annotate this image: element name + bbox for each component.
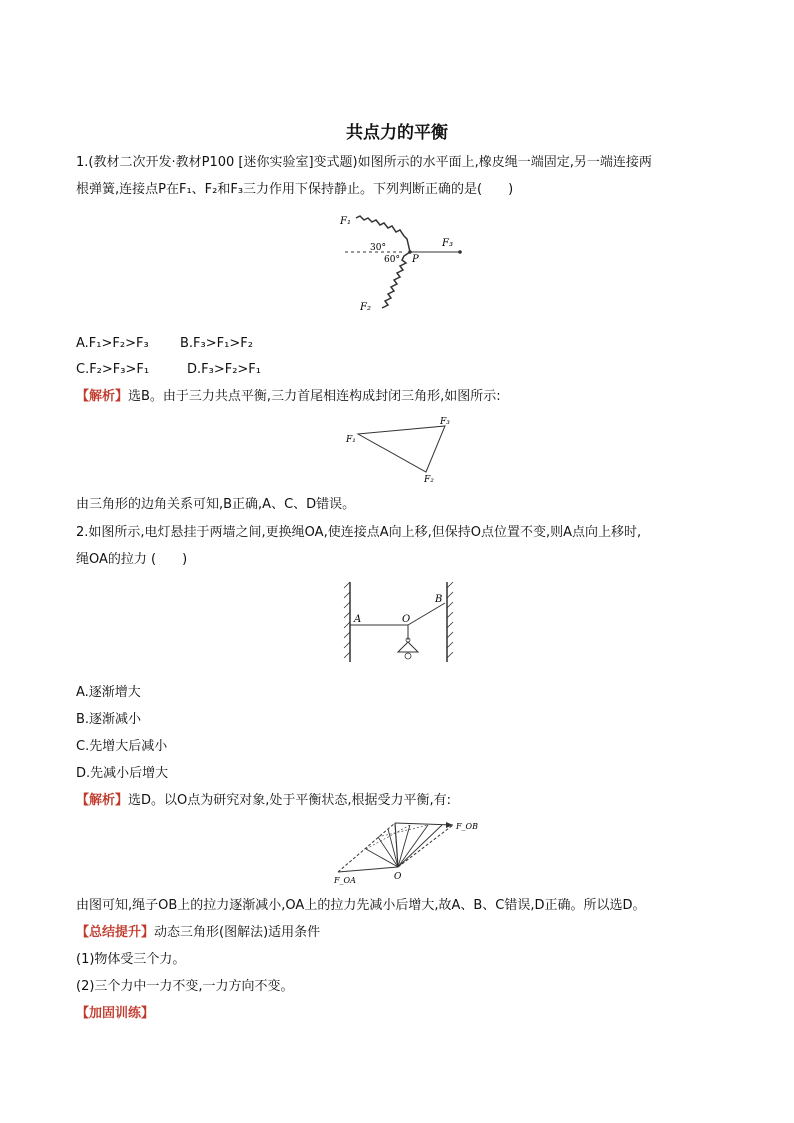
q1-conclusion: 由三角形的边角关系可知,B正确,A、C、D错误。 <box>76 497 356 512</box>
q2-analysis <box>76 792 451 810</box>
q2-option-d: D.先减小后增大 <box>76 766 169 781</box>
q2-label-o: O <box>402 614 411 625</box>
q2-option-a: A.逐渐增大 <box>76 685 141 700</box>
q2-label-b: B <box>435 594 443 605</box>
q1-tri-f1: F₁ <box>346 435 356 445</box>
q1-analysis-tag: 【解析】 <box>76 389 129 404</box>
q1-f1-label: F₁ <box>340 216 351 227</box>
q1-stem-line2: 根弹簧,连接点P在F₁、F₂和F₃三力作用下保持静止。下列判断正确的是( ) <box>76 182 514 197</box>
summary-tag: 【总结提升】 <box>76 925 155 940</box>
q2-vec-o: O <box>394 872 402 882</box>
summary-item-2: (2)三个力中一力不变,一力方向不变。 <box>76 979 294 994</box>
q1-option-c: C.F₂>F₃>F₁ <box>76 362 150 377</box>
q1-tri-f3: F₃ <box>440 417 450 427</box>
summary-text: 动态三角形(图解法)适用条件 <box>154 925 321 940</box>
q2-conclusion: 由图可知,绳子OB上的拉力逐渐减小,OA上的拉力先减小后增大,故A、B、C错误,D正确。所以选D。 <box>76 898 646 913</box>
q2-lamp-figure <box>340 578 465 664</box>
q1-option-b: B.F₃>F₁>F₂ <box>180 336 253 351</box>
q1-force-triangle <box>340 412 460 484</box>
q1-angle-30: 30° <box>370 243 386 253</box>
q1-f2-label: F₂ <box>360 302 371 313</box>
q1-analysis-text: 选B。由于三力共点平衡,三力首尾相连构成封闭三角形,如图所示: <box>128 389 501 404</box>
summary-item-1: (1)物体受三个力。 <box>76 952 186 967</box>
summary-heading <box>76 924 320 942</box>
q2-stem-line2: 绳OA的拉力 ( ) <box>76 552 188 567</box>
q1-spring-figure <box>330 208 470 318</box>
q2-vector-diagram <box>330 815 480 887</box>
q2-stem-line1: 2.如图所示,电灯悬挂于两墙之间,更换绳OA,使连接点A向上移,但保持O点位置不变,则A点向上移时, <box>76 525 642 540</box>
page-title: 共点力的平衡 <box>346 123 448 143</box>
q1-p-label: P <box>412 254 419 265</box>
q2-vec-foa: F_OA <box>334 876 356 885</box>
q2-vec-fob: F_OB <box>456 822 478 831</box>
q1-analysis <box>76 388 501 406</box>
q2-label-a: A <box>354 614 362 625</box>
q1-tri-f2: F₂ <box>424 475 434 484</box>
q1-stem-line1: 1.(教材二次开发·教材P100 [迷你实验室]变式题)如图所示的水平面上,橡皮绳一端固定,另一端连接两 <box>76 155 652 170</box>
q2-analysis-tag: 【解析】 <box>76 793 129 808</box>
q1-option-d: D.F₃>F₂>F₁ <box>187 362 261 377</box>
reinforce-heading: 【加固训练】 <box>76 1006 155 1021</box>
q1-option-a: A.F₁>F₂>F₃ <box>76 336 149 351</box>
q2-analysis-text: 选D。以O点为研究对象,处于平衡状态,根据受力平衡,有: <box>128 793 452 808</box>
q2-option-b: B.逐渐减小 <box>76 712 142 727</box>
q1-f3-label: F₃ <box>442 238 453 249</box>
q2-option-c: C.先增大后减小 <box>76 739 168 754</box>
q1-angle-60: 60° <box>384 255 400 265</box>
